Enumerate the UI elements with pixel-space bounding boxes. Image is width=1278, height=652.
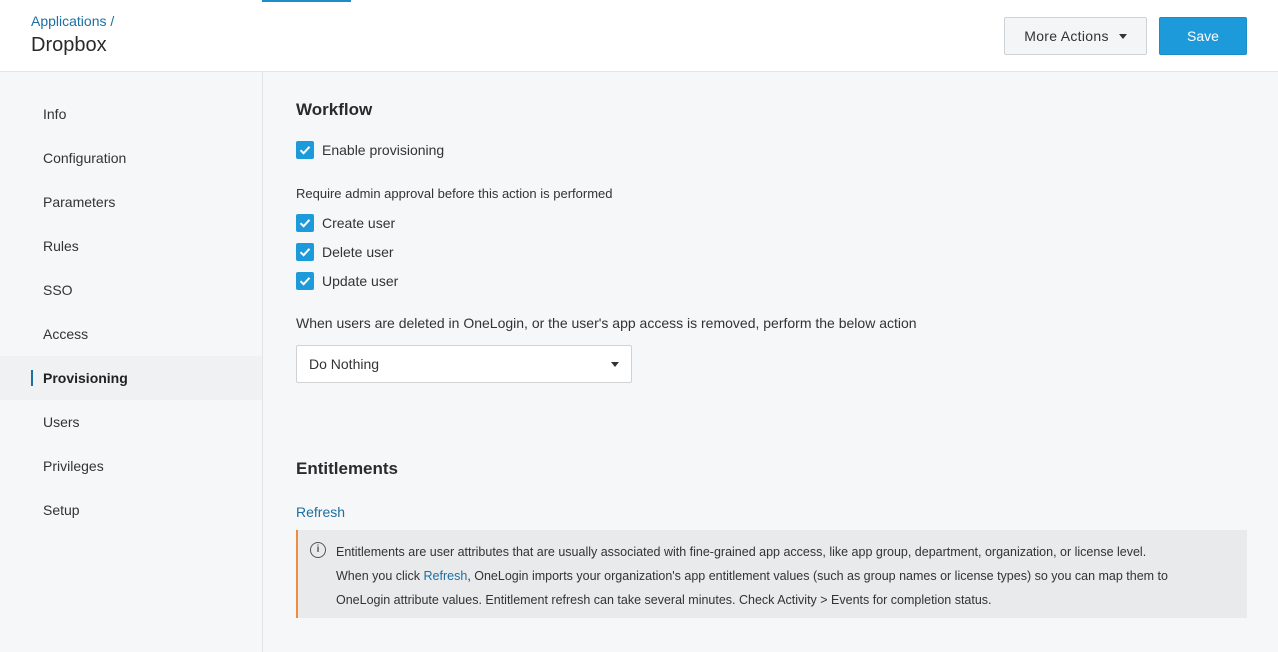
info-line-3: OneLogin attribute values. Entitlement refresh can take several minutes. Check Activity > Events for completion status. bbox=[336, 593, 992, 607]
deletion-action-value: Do Nothing bbox=[309, 356, 380, 372]
save-button[interactable]: Save bbox=[1159, 17, 1247, 55]
sidebar-item-info[interactable]: Info bbox=[43, 106, 67, 122]
more-actions-label: More Actions bbox=[1024, 28, 1109, 44]
check-icon bbox=[299, 275, 311, 287]
entitlements-title: Entitlements bbox=[296, 459, 399, 478]
sidebar-item-setup[interactable]: Setup bbox=[43, 502, 80, 518]
top-tab-indicator bbox=[262, 0, 351, 2]
approval-heading: Require admin approval before this action is performed bbox=[296, 186, 613, 201]
refresh-link[interactable]: Refresh bbox=[296, 504, 346, 520]
sidebar-item-provisioning[interactable]: Provisioning bbox=[0, 356, 262, 400]
entitlements-info-box bbox=[296, 530, 1247, 618]
page-header bbox=[0, 0, 1278, 72]
info-line-1: Entitlements are user attributes that are usually associated with fine-grained app access, like app group, department, organization, or license level. bbox=[336, 545, 1147, 559]
info-line-2-suffix: , OneLogin imports your organization's app entitlement values (such as group names or license types) so you can map them to bbox=[467, 569, 1168, 583]
page-title: Dropbox bbox=[31, 34, 107, 56]
create-user-checkbox[interactable] bbox=[296, 214, 314, 232]
update-user-row bbox=[296, 271, 398, 291]
info-icon: i bbox=[310, 542, 326, 558]
info-refresh-link[interactable]: Refresh bbox=[423, 569, 468, 583]
sidebar-item-parameters[interactable]: Parameters bbox=[43, 194, 116, 210]
sidebar-item-rules[interactable]: Rules bbox=[43, 238, 79, 254]
main-content bbox=[264, 72, 1278, 652]
deletion-action-select[interactable] bbox=[296, 345, 632, 383]
check-icon bbox=[299, 217, 311, 229]
workflow-title: Workflow bbox=[296, 100, 373, 119]
enable-provisioning-label: Enable provisioning bbox=[322, 142, 445, 158]
check-icon bbox=[299, 144, 311, 156]
info-line-2 bbox=[336, 564, 1227, 588]
update-user-checkbox[interactable] bbox=[296, 272, 314, 290]
check-icon bbox=[299, 246, 311, 258]
delete-user-row bbox=[296, 242, 394, 262]
sidebar-item-privileges[interactable]: Privileges bbox=[43, 458, 104, 474]
create-user-label: Create user bbox=[322, 215, 396, 231]
caret-down-icon bbox=[1119, 34, 1127, 39]
deletion-heading: When users are deleted in OneLogin, or the user's app access is removed, perform the below action bbox=[296, 315, 917, 331]
enable-provisioning-checkbox[interactable] bbox=[296, 141, 314, 159]
caret-down-icon bbox=[611, 362, 619, 367]
sidebar bbox=[0, 72, 263, 652]
sidebar-item-users[interactable]: Users bbox=[43, 414, 80, 430]
info-line-2-prefix: When you click bbox=[336, 569, 424, 583]
more-actions-button[interactable] bbox=[1004, 17, 1147, 55]
breadcrumb[interactable]: Applications / bbox=[31, 13, 115, 29]
sidebar-item-sso[interactable]: SSO bbox=[43, 282, 73, 298]
sidebar-item-configuration[interactable]: Configuration bbox=[43, 150, 127, 166]
enable-provisioning-row bbox=[296, 140, 444, 160]
create-user-row bbox=[296, 213, 395, 233]
update-user-label: Update user bbox=[322, 273, 399, 289]
delete-user-checkbox[interactable] bbox=[296, 243, 314, 261]
sidebar-item-access[interactable]: Access bbox=[43, 326, 89, 342]
delete-user-label: Delete user bbox=[322, 244, 394, 260]
